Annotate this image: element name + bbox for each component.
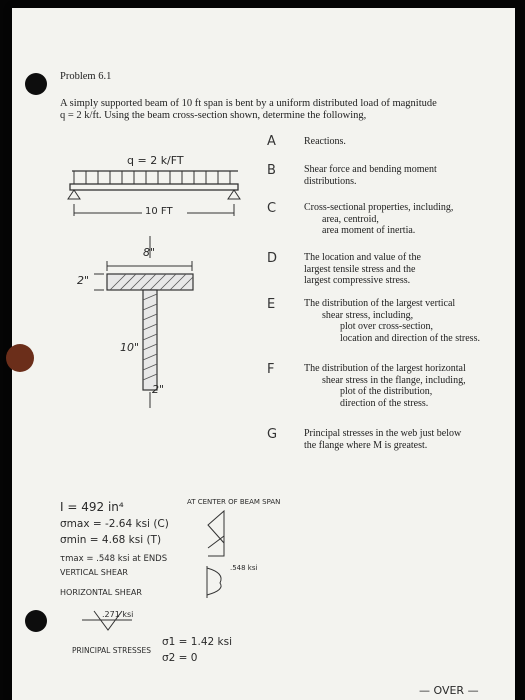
web-height-label: 10" xyxy=(120,341,140,354)
answer-tau-max: τmax = .548 ksi at ENDS xyxy=(60,554,168,564)
center-note: AT CENTER OF BEAM SPAN xyxy=(187,498,281,506)
answer-sigma-max: σmax = -2.64 ksi (C) xyxy=(60,518,169,530)
answer-sigma2: σ2 = 0 xyxy=(162,652,198,664)
item-c: Cross-sectional properties, including, area, centroid, area moment of inertia. xyxy=(304,202,454,236)
item-a: Reactions. xyxy=(304,136,346,147)
item-letter-e: E xyxy=(267,297,276,312)
item-letter-f: F xyxy=(267,362,275,377)
flange-width-label: 8" xyxy=(143,246,156,259)
item-letter-d: D xyxy=(267,251,278,266)
problem-statement-line2: q = 2 k/ft. Using the beam cross-section shown, determine the following, xyxy=(60,110,367,121)
load-label: q = 2 k/FT xyxy=(127,154,184,167)
item-e: The distribution of the largest vertical shear stress, including, plot over cross-section, location and direction of the stress. xyxy=(304,298,480,344)
answer-inertia: I = 492 in⁴ xyxy=(60,500,124,514)
paper-sheet xyxy=(12,8,515,700)
item-d: The location and value of the largest tensile stress and the largest compressive stress. xyxy=(304,252,421,286)
web-thickness-label: 2" xyxy=(152,383,165,396)
item-g: Principal stresses in the web just below the flange where M is greatest. xyxy=(304,428,462,451)
item-letter-g: G xyxy=(267,427,278,442)
answer-horizontal-shear: HORIZONTAL SHEAR xyxy=(60,588,142,597)
over-note: — OVER — xyxy=(419,684,479,697)
answer-sigma-min: σmin = 4.68 ksi (T) xyxy=(60,534,162,546)
answer-sigma1: σ1 = 1.42 ksi xyxy=(162,636,232,648)
item-b: Shear force and bending moment distributions. xyxy=(304,164,437,187)
flange-thickness-label: 2" xyxy=(77,274,90,287)
flange-shear-value: .271 ksi xyxy=(102,610,134,619)
item-letter-a: A xyxy=(267,134,276,149)
problem-statement-line1: A simply supported beam of 10 ft span is bent by a uniform distributed load of magnitude xyxy=(60,98,437,109)
web-shear-value: .548 ksi xyxy=(230,564,258,572)
problem-title: Problem 6.1 xyxy=(60,71,112,82)
answer-principal-label: PRINCIPAL STRESSES xyxy=(72,646,152,655)
item-letter-c: C xyxy=(267,201,277,216)
span-label: 10 FT xyxy=(145,206,173,217)
item-letter-b: B xyxy=(267,163,276,178)
answer-vertical-shear: VERTICAL SHEAR xyxy=(60,568,128,577)
item-f: The distribution of the largest horizontal shear stress in the flange, including, plot of the distribution, direction of the stress. xyxy=(304,363,466,409)
